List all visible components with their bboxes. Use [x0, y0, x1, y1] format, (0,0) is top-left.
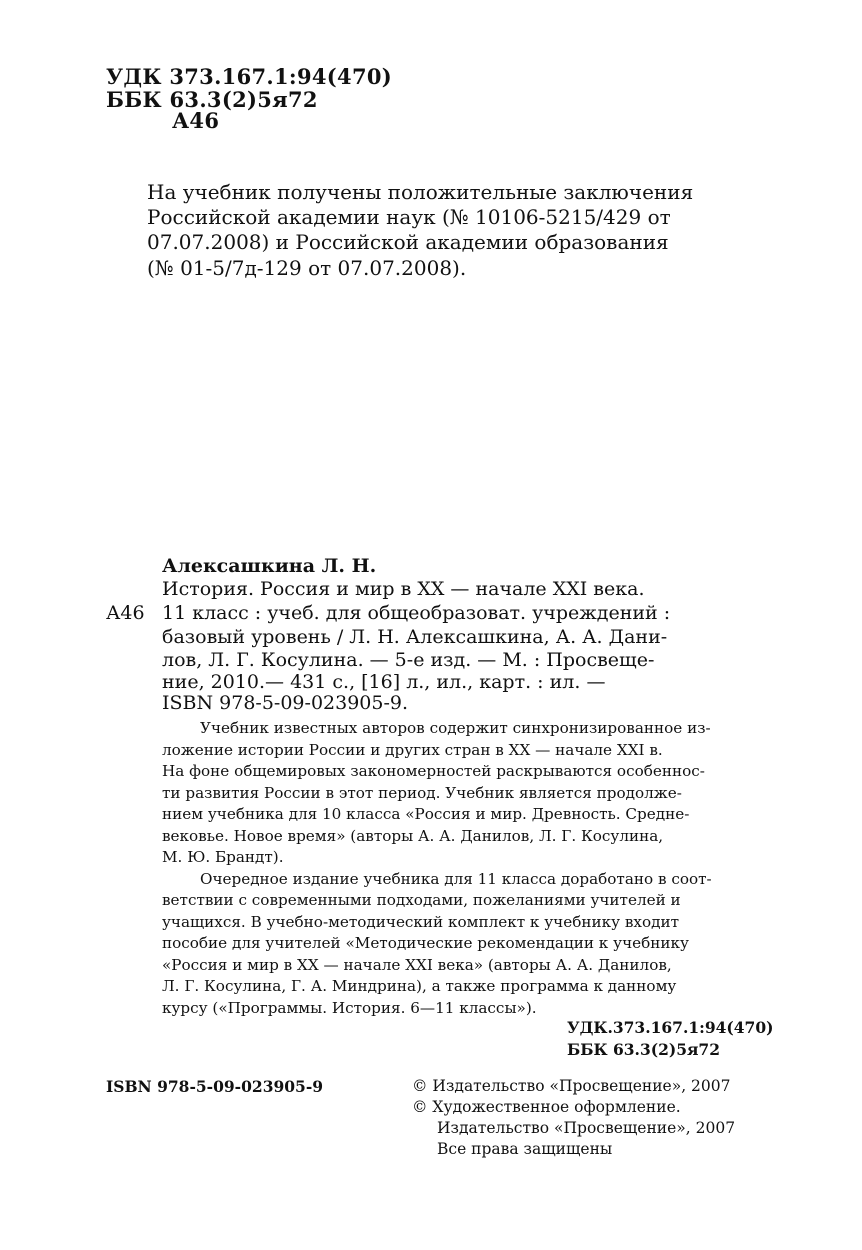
description-line-3: На фоне общемировых закономерностей раскрываются особеннос- [162, 762, 705, 780]
copyright-line-1: © Издательство «Просвещение», 2007 [412, 1077, 731, 1095]
approval-line-2: Российской академии наук (№ 10106-5215/429 от [147, 205, 671, 229]
isbn: ISBN 978-5-09-023905-9 [106, 1077, 324, 1096]
author-mark: А46 [172, 108, 220, 133]
bottom-udk-code: УДК.373.167.1:94(470) [567, 1018, 774, 1037]
description-line-13: Л. Г. Косулина, Г. А. Миндрина), а также программа к данному [162, 977, 677, 995]
catalog-line-4: лов, Л. Г. Косулина. — 5-е изд. — М. : Просвеще- [162, 649, 655, 671]
approval-line-3: 07.07.2008) и Российской академии образования [147, 230, 669, 254]
catalog-line-1: История. Россия и мир в XX — начале XXI века. [162, 578, 645, 600]
description-line-7: М. Ю. Брандт). [162, 848, 284, 866]
description-line-4: ти развития России в этот период. Учебник является продолже- [162, 784, 682, 802]
copyright-line-3: Издательство «Просвещение», 2007 [437, 1119, 736, 1137]
description-line-11: пособие для учителей «Методические рекомендации к учебнику [162, 934, 689, 952]
catalog-mark: А46 [106, 602, 145, 624]
description-line-8: Очередное издание учебника для 11 класса доработано в соот- [200, 870, 712, 888]
catalog-author: Алексашкина Л. Н. [162, 555, 377, 577]
description-line-5: нием учебника для 10 класса «Россия и мир. Древность. Средне- [162, 805, 690, 823]
bbk-code: ББК 63.3(2)5я72 [106, 87, 318, 112]
copyright-line-2: © Художественное оформление. [412, 1098, 681, 1116]
udk-code: УДК 373.167.1:94(470) [106, 64, 393, 89]
description-line-10: учащихся. В учебно-методический комплект к учебнику входит [162, 913, 679, 931]
copyright-line-4: Все права защищены [437, 1140, 613, 1158]
description-line-9: ветствии с современными подходами, пожеланиями учителей и [162, 891, 681, 909]
approval-line-1: На учебник получены положительные заключения [147, 180, 694, 204]
description-line-1: Учебник известных авторов содержит синхронизированное из- [200, 719, 711, 737]
description-line-12: «Россия и мир в XX — начале XXI века» (авторы А. А. Данилов, [162, 956, 672, 974]
catalog-line-5: ние, 2010.— 431 с., [16] л., ил., карт. : ил. — [162, 671, 606, 693]
catalog-line-3: базовый уровень / Л. Н. Алексашкина, А. А. Дани- [162, 626, 668, 648]
approval-line-4: (№ 01-5/7д-129 от 07.07.2008). [147, 256, 467, 280]
description-line-2: ложение истории России и других стран в XX — начале XXI в. [162, 741, 663, 759]
description-line-6: вековье. Новое время» (авторы А. А. Данилов, Л. Г. Косулина, [162, 827, 664, 845]
catalog-line-6: ISBN 978-5-09-023905-9. [162, 692, 409, 714]
catalog-line-2: 11 класс : учеб. для общеобразоват. учреждений : [162, 602, 671, 624]
bottom-bbk-code: ББК 63.3(2)5я72 [567, 1040, 720, 1059]
description-line-14: курсу («Программы. История. 6—11 классы»). [162, 999, 537, 1017]
